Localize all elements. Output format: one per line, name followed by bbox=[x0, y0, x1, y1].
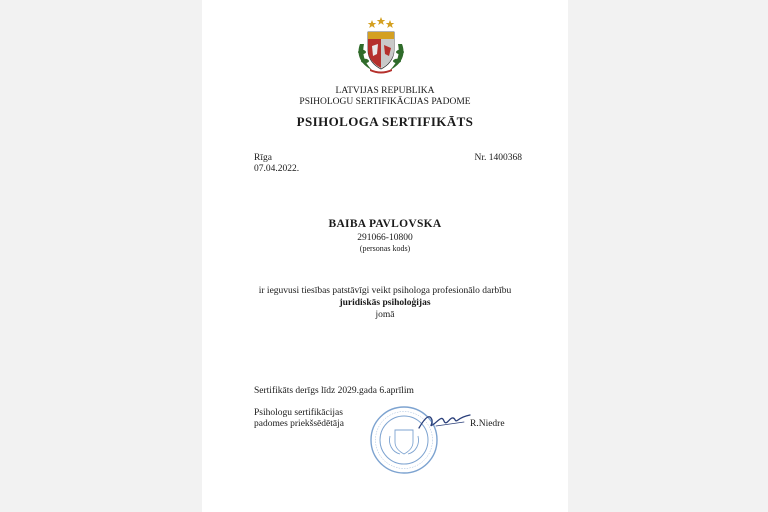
specialization-field: juridiskās psiholoģijas bbox=[339, 298, 431, 308]
board-name: PSIHOLOGU SERTIFIKĀCIJAS PADOME bbox=[299, 97, 471, 107]
personal-code: 291066-10800 bbox=[357, 233, 413, 243]
handwritten-signature bbox=[416, 410, 472, 434]
signer-name: R.Niedre bbox=[470, 419, 505, 429]
issue-city: Rīga bbox=[254, 153, 272, 163]
statement-domain: jomā bbox=[375, 310, 395, 320]
certificate-number: Nr. 1400368 bbox=[474, 153, 522, 163]
country-name: LATVIJAS REPUBLIKA bbox=[335, 86, 435, 96]
document-title: PSIHOLOGA SERTIFIKĀTS bbox=[296, 114, 474, 129]
signer-role-line1: Psihologu sertifikācijas bbox=[254, 408, 343, 418]
signer-role-line2: padomes priekšsēdētāja bbox=[254, 419, 344, 429]
holder-name: BAIBA PAVLOVSKA bbox=[328, 218, 442, 230]
statement-line: ir ieguvusi tiesības patstāvīgi veikt psihologa profesionālo darbību bbox=[258, 286, 512, 296]
certificate-page bbox=[202, 0, 568, 512]
personal-code-label: (personas kods) bbox=[359, 244, 411, 253]
issue-date: 07.04.2022. bbox=[254, 164, 300, 174]
coat-of-arms-emblem bbox=[352, 14, 410, 74]
validity-text: Sertifikāts derīgs līdz 2029.gada 6.aprīlim bbox=[254, 386, 414, 396]
